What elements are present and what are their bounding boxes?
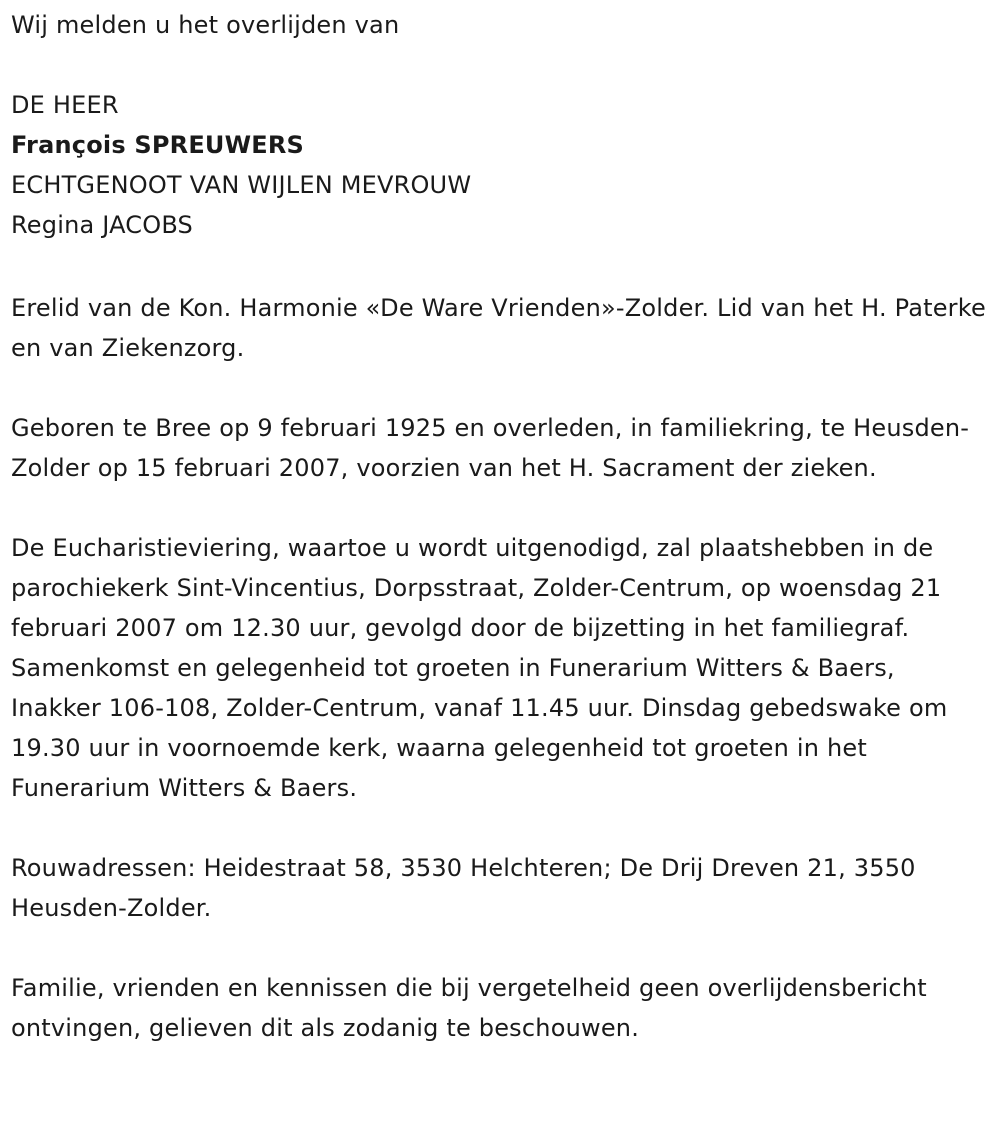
death-notice [11,0,986,1048]
spouse-label: ECHTGENOOT VAN WIJLEN MEVROUW [11,171,472,199]
deceased-last-name: SPREUWERS [134,131,305,159]
honorific-title: DE HEER [11,91,119,119]
spouse-name: Regina JACOBS [11,211,193,239]
paragraph-closing: Familie, vrienden en kennissen die bij vergetelheid geen overlijdensbericht ontvingen, gelieven dit als zodanig te beschouwen. [11,974,927,1042]
paragraph-birth-death: Geboren te Bree op 9 februari 1925 en overleden, in familiekring, te Heusden-Zolder op 15 februari 2007, voorzien van het H. Sacrament der zieken. [11,414,970,482]
paragraph-ceremony: De Eucharistieviering, waartoe u wordt uitgenodigd, zal plaatshebben in de parochiekerk Sint-Vincentius, Dorpsstraat, Zolder-Centrum, op woensdag 21 februari 2007 om 12.30 uur, gevolgd door de bijzetting in het familiegraf. Samenkomst en gelegenheid tot groeten in Funerarium Witters & Baers, Inakker 106-108, Zolder-Centrum, vanaf 11.45 uur. Dinsdag gebedswake om 19.30 uur in voornoemde kerk, waarna gelegenheid tot groeten in het Funerarium Witters & Baers. [11,534,948,802]
deceased-name [11,125,986,165]
paragraph-honors: Erelid van de Kon. Harmonie «De Ware Vrienden»-Zolder. Lid van het H. Paterke en van Ziekenzorg. [11,294,986,362]
intro-text: Wij melden u het overlijden van [11,11,400,39]
deceased-first-name: François [11,131,126,159]
paragraph-addresses: Rouwadressen: Heidestraat 58, 3530 Helchteren; De Drij Dreven 21, 3550 Heusden-Zolder. [11,854,916,922]
